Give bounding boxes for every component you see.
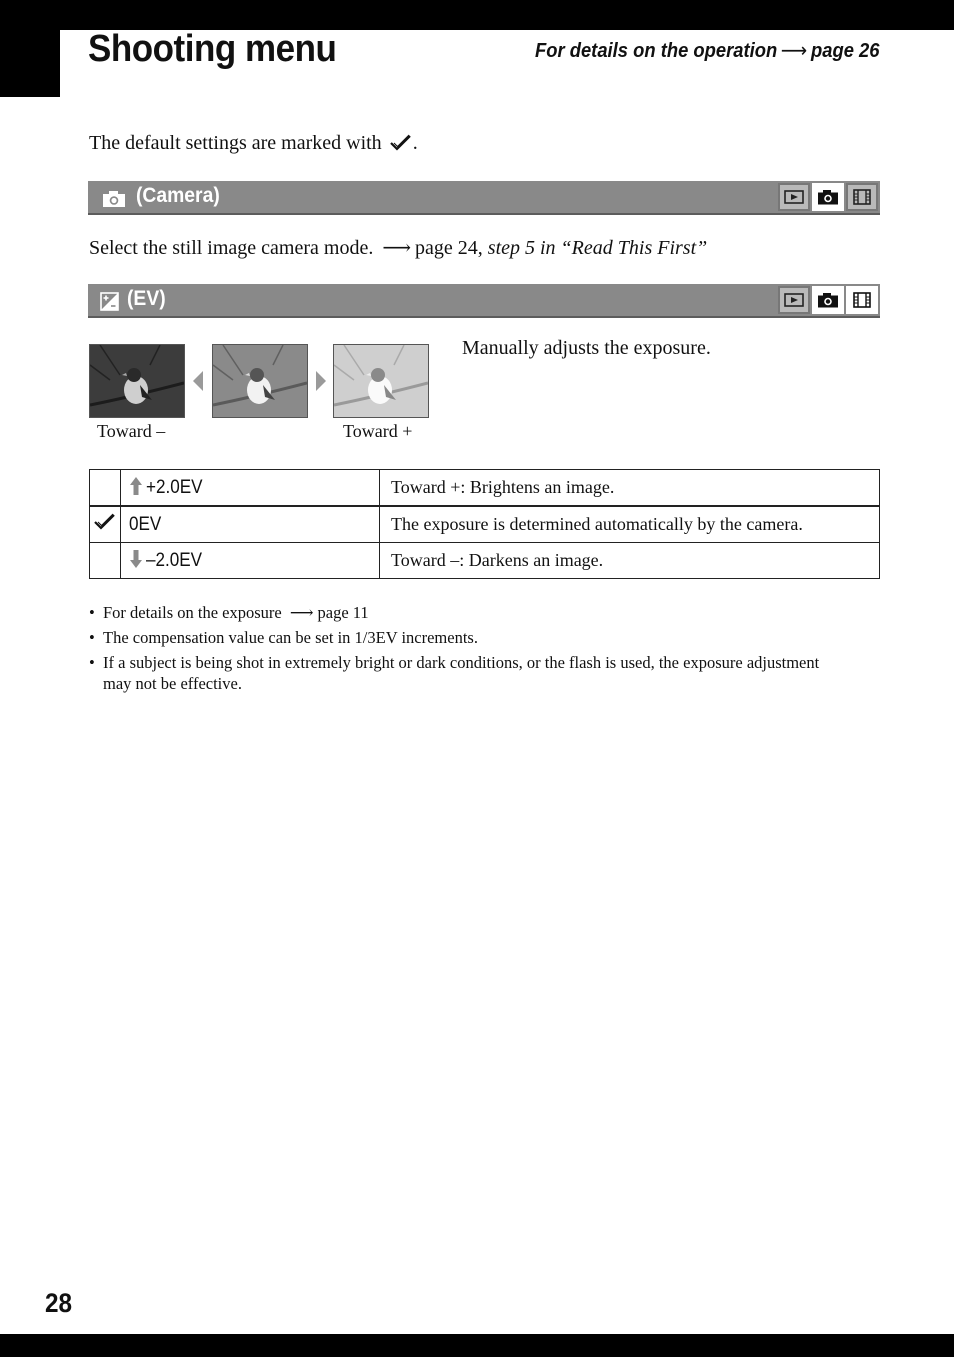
default-settings-text: The default settings are marked with [89, 132, 382, 154]
movie-icon [852, 292, 872, 308]
list-item: • The compensation value can be set in 1/3EV increments. [89, 627, 849, 648]
setting-value: +2.0EV [146, 477, 203, 498]
playback-mode-indicator [778, 286, 810, 314]
caption-toward-plus: Toward + [343, 421, 413, 441]
setting-description: Toward +: Brightens an image. [380, 470, 880, 507]
table-row [90, 470, 880, 507]
setting-value-cell [121, 470, 380, 507]
table-row [90, 543, 880, 579]
camera-description [89, 235, 707, 260]
note-text: For details on the exposure [103, 603, 282, 622]
camera-mode-indicator [812, 286, 844, 314]
movie-icon [852, 189, 872, 205]
decrease-arrow-icon [192, 370, 204, 392]
default-settings-note: The default settings are marked with . [89, 132, 418, 154]
top-black-bar [0, 0, 954, 30]
right-arrow-icon: ⟶ [781, 40, 808, 62]
list-item [89, 602, 849, 623]
normal-exposure-example [212, 344, 308, 418]
camera-icon [817, 189, 839, 205]
camera-description-text: Select the still image camera mode. [89, 237, 374, 259]
camera-description-reference: step 5 in “Read This First” [487, 237, 708, 259]
default-check-icon [389, 134, 413, 152]
increase-arrow-icon [315, 370, 327, 392]
camera-mode-indicator [812, 183, 844, 211]
operation-reference-text: For details on the operation [535, 40, 778, 62]
ev-section-header [88, 284, 880, 318]
playback-mode-indicator [778, 183, 810, 211]
setting-value: –2.0EV [146, 550, 203, 571]
exposure-compensation-icon [100, 292, 119, 311]
chapter-tab-block [0, 30, 60, 97]
bright-exposure-example [333, 344, 429, 418]
page-title: Shooting menu [88, 28, 337, 70]
movie-mode-indicator [846, 286, 878, 314]
operation-reference [535, 38, 880, 63]
ev-settings-table [89, 469, 880, 579]
camera-section-header [88, 181, 880, 215]
arrow-up-icon [129, 476, 143, 496]
ev-mode-icons [778, 286, 878, 314]
default-marker-cell [90, 470, 121, 507]
setting-value-cell [121, 506, 380, 543]
caption-toward-minus: Toward – [97, 421, 166, 441]
bottom-black-bar [0, 1334, 954, 1357]
page-number: 28 [45, 1288, 73, 1318]
setting-value: 0EV [129, 513, 162, 535]
camera-section-title: (Camera) [136, 184, 220, 207]
dark-exposure-example [89, 344, 185, 418]
setting-value-cell [121, 543, 380, 579]
playback-icon [784, 190, 804, 204]
arrow-down-icon [129, 549, 143, 569]
ev-section-title: (EV) [127, 287, 166, 310]
movie-mode-indicator [846, 183, 878, 211]
note-page-reference: page 11 [317, 603, 369, 622]
default-marker-cell [90, 506, 121, 543]
list-item: • If a subject is being shot in extremely bright or dark conditions, or the flash is used, the exposure adjustment may not be effective. [89, 652, 849, 694]
camera-icon [102, 190, 126, 208]
table-row [90, 506, 880, 543]
setting-description: Toward –: Darkens an image. [380, 543, 880, 579]
notes-list [89, 602, 849, 698]
setting-description: The exposure is determined automatically by the camera. [380, 506, 880, 543]
playback-icon [784, 293, 804, 307]
operation-reference-page: page 26 [811, 40, 880, 62]
camera-description-page: page 24, [415, 237, 483, 259]
camera-icon [817, 292, 839, 308]
ev-description: Manually adjusts the exposure. [462, 337, 711, 359]
right-arrow-icon: ⟶ [289, 603, 314, 622]
right-arrow-icon: ⟶ [382, 237, 412, 259]
camera-mode-icons [778, 183, 878, 211]
default-marker-cell [90, 543, 121, 579]
default-check-icon [93, 513, 117, 531]
